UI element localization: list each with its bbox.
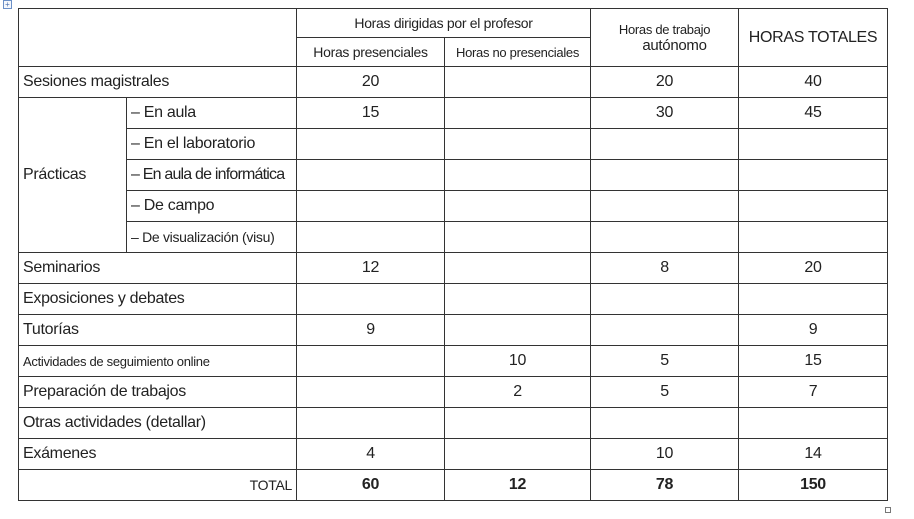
cell-autonomous: 5 [591,346,739,377]
cell-presential: 20 [297,67,445,98]
cell-autonomous: 10 [591,439,739,470]
cell-total: 15 [739,346,888,377]
table-row [19,191,888,222]
cell-total: 40 [739,67,888,98]
cell-non-presential [445,284,591,315]
cell-presential [297,129,445,160]
table-row [19,346,888,377]
cell-autonomous [591,160,739,191]
cell-total: 9 [739,315,888,346]
cell-autonomous: 8 [591,253,739,284]
cell-total: 14 [739,439,888,470]
row-sublabel: – En aula [127,98,297,129]
cell-non-presential [445,67,591,98]
table-resize-handle-icon[interactable] [885,507,891,513]
cell-non-presential [445,160,591,191]
row-label: Exámenes [19,439,297,470]
cell-presential: 4 [297,439,445,470]
cell-autonomous: 5 [591,377,739,408]
cell-autonomous [591,315,739,346]
table-row [19,67,888,98]
cell-presential [297,408,445,439]
cell-autonomous [591,191,739,222]
cell-presential: 15 [297,98,445,129]
cell-total [739,284,888,315]
cell-presential [297,222,445,253]
row-label: Sesiones magistrales [19,67,297,98]
cell-autonomous [591,129,739,160]
header-autonomous-line2: autónomo [642,36,707,54]
header-autonomous-line1: Horas de trabajo [618,21,711,37]
total-non-presential: 12 [445,470,591,501]
row-sublabel: – De campo [127,191,297,222]
cell-total: 45 [739,98,888,129]
row-label: Actividades de seguimiento online [19,346,297,377]
cell-autonomous: 30 [591,98,739,129]
cell-non-presential [445,439,591,470]
table-row [19,253,888,284]
cell-non-presential [445,222,591,253]
table-move-handle-icon[interactable]: + [3,0,12,9]
total-row [19,470,888,501]
cell-total: 7 [739,377,888,408]
row-label: Preparación de trabajos [19,377,297,408]
row-sublabel: – De visualización (visu) [127,222,297,253]
header-total: HORAS TOTALES [739,9,888,67]
cell-autonomous [591,408,739,439]
cell-non-presential [445,315,591,346]
cell-presential [297,191,445,222]
cell-autonomous [591,284,739,315]
total-label: TOTAL [19,470,297,501]
cell-non-presential: 10 [445,346,591,377]
row-label: Otras actividades (detallar) [19,408,297,439]
cell-presential [297,284,445,315]
table-row [19,160,888,191]
header-presential: Horas presenciales [297,38,445,67]
practicas-label: Prácticas [19,98,127,253]
cell-total [739,222,888,253]
row-sublabel: – En aula de informática [127,160,297,191]
header-empty-cell [19,9,297,67]
cell-presential: 12 [297,253,445,284]
cell-non-presential [445,253,591,284]
cell-non-presential [445,408,591,439]
table-row [19,377,888,408]
table-row [19,408,888,439]
cell-total: 20 [739,253,888,284]
header-directed: Horas dirigidas por el profesor [297,9,591,38]
cell-autonomous: 20 [591,67,739,98]
total-total: 150 [739,470,888,501]
cell-total [739,191,888,222]
table-row [19,129,888,160]
hours-table [18,8,888,501]
cell-presential [297,346,445,377]
cell-total [739,160,888,191]
table-row [19,315,888,346]
table-row [19,284,888,315]
cell-non-presential [445,129,591,160]
header-row-1 [19,9,888,38]
cell-presential: 9 [297,315,445,346]
cell-autonomous [591,222,739,253]
cell-presential [297,377,445,408]
header-non-presential: Horas no presenciales [445,38,591,67]
cell-total [739,408,888,439]
table-row [19,98,888,129]
total-autonomous: 78 [591,470,739,501]
header-autonomous [591,9,739,67]
row-sublabel: – En el laboratorio [127,129,297,160]
cell-non-presential: 2 [445,377,591,408]
cell-non-presential [445,98,591,129]
cell-total [739,129,888,160]
table-row [19,222,888,253]
cell-non-presential [445,191,591,222]
row-label: Exposiciones y debates [19,284,297,315]
table-row [19,439,888,470]
cell-presential [297,160,445,191]
row-label: Seminarios [19,253,297,284]
row-label: Tutorías [19,315,297,346]
total-presential: 60 [297,470,445,501]
